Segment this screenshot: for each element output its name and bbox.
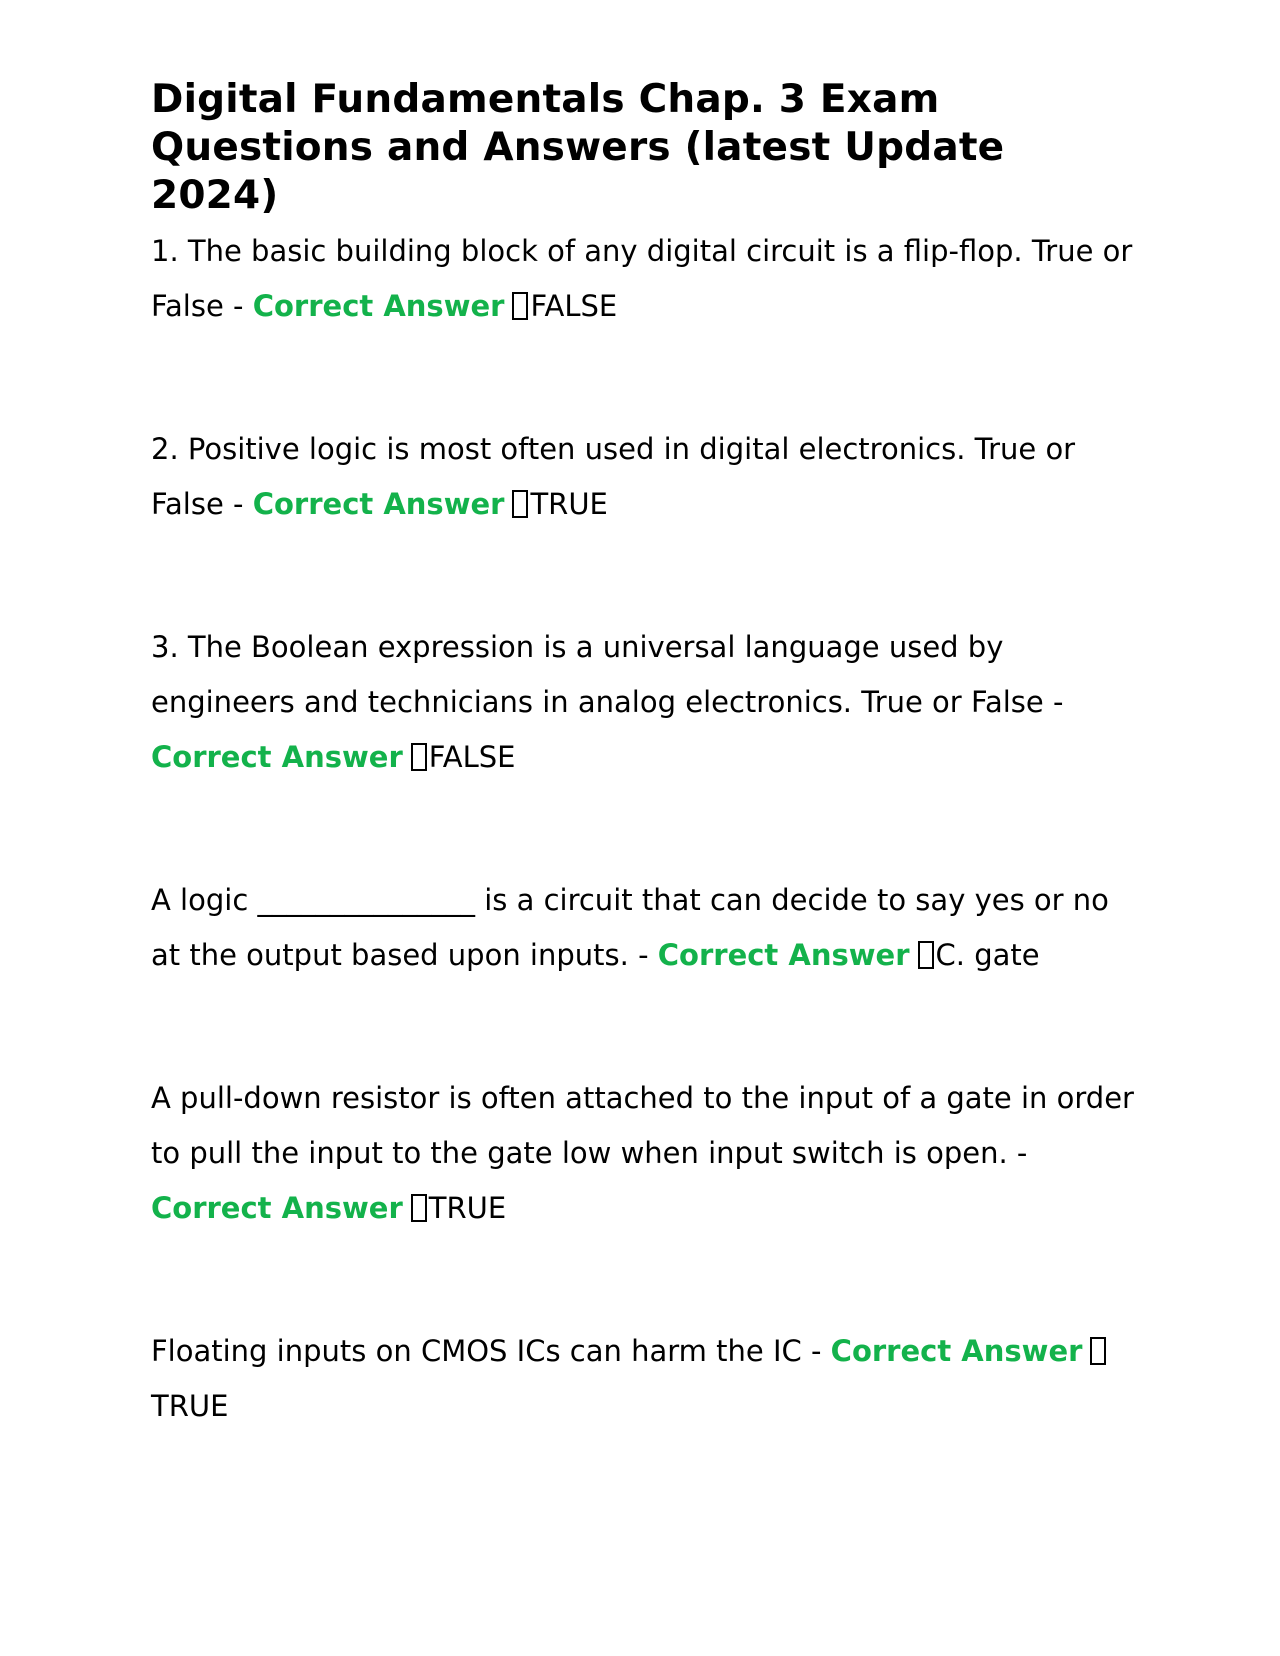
separator: - — [223, 487, 253, 521]
qa-item — [151, 1324, 1136, 1434]
correct-answer-label: Correct Answer — [252, 487, 505, 521]
correct-answer-label: Correct Answer — [252, 289, 505, 323]
answer-text: FALSE — [428, 740, 516, 774]
correct-answer-label: Correct Answer — [151, 1191, 403, 1225]
answer-text: C. gate — [935, 938, 1040, 972]
answer-marker-icon — [512, 490, 528, 518]
separator: - — [223, 289, 253, 323]
question-text: A logic _______________ is a circuit that can decide to say yes or no at the output based upon inputs. — [151, 883, 1109, 972]
answer-marker-icon — [411, 1194, 427, 1222]
answer-marker-icon — [918, 941, 934, 969]
question-text: Floating inputs on CMOS ICs can harm the IC — [151, 1334, 802, 1368]
answer-text: FALSE — [530, 289, 618, 323]
qa-list — [151, 224, 1136, 1434]
question-text: A pull-down resistor is often attached to the input of a gate in order to pull the input to the gate low when input switch is open. — [151, 1081, 1134, 1170]
separator: - — [1007, 1136, 1028, 1170]
qa-item — [151, 873, 1136, 983]
answer-marker-icon — [512, 292, 528, 320]
separator: - — [1043, 685, 1064, 719]
qa-item — [151, 620, 1136, 785]
question-text: 2. Positive logic is most often used in digital electronics. True or False — [151, 432, 1076, 521]
correct-answer-label: Correct Answer — [151, 740, 403, 774]
document-content — [151, 76, 1136, 1434]
answer-marker-icon — [411, 743, 427, 771]
qa-item — [151, 224, 1136, 334]
correct-answer-label: Correct Answer — [830, 1334, 1083, 1368]
qa-item — [151, 422, 1136, 532]
separator: - — [801, 1334, 831, 1368]
correct-answer-label: Correct Answer — [657, 938, 910, 972]
separator: - — [628, 938, 658, 972]
question-text: 1. The basic building block of any digital circuit is a flip-flop. True or False — [151, 234, 1133, 323]
answer-text: TRUE — [428, 1191, 507, 1225]
answer-marker-icon — [1090, 1337, 1106, 1365]
answer-text: TRUE — [530, 487, 608, 521]
document-title: Digital Fundamentals Chap. 3 Exam Questions and Answers (latest Update 2024) — [151, 77, 1005, 218]
answer-text: TRUE — [151, 1389, 229, 1423]
qa-item — [151, 1071, 1136, 1236]
question-text: 3. The Boolean expression is a universal language used by engineers and technicians in analog electronics. True or False — [151, 630, 1044, 719]
